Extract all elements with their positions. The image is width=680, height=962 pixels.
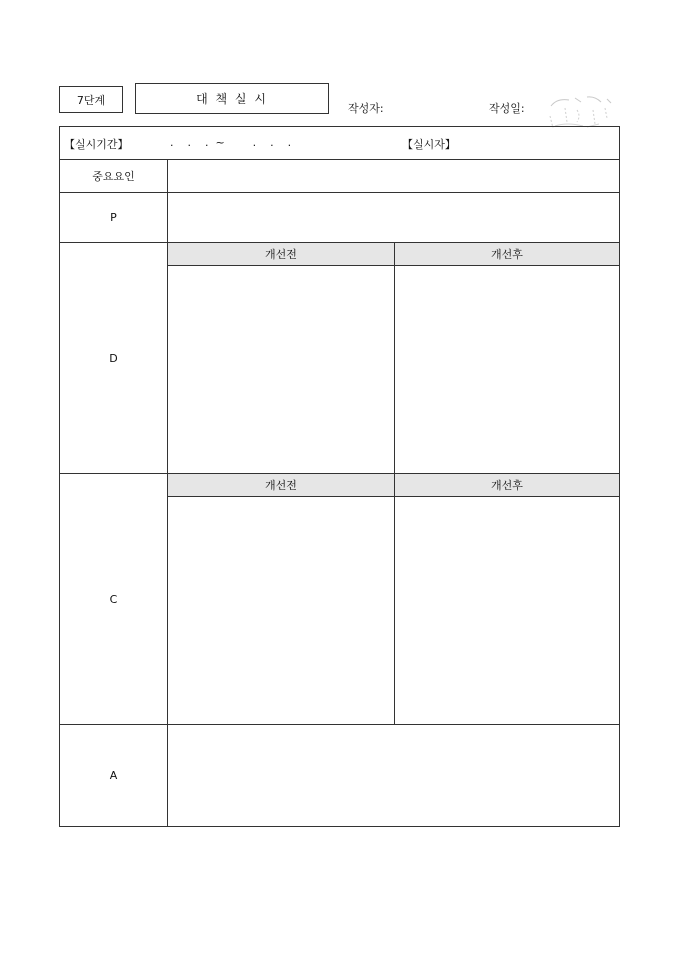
p-row [60,193,619,243]
key-factor-row [60,160,619,193]
d-label-cell [60,243,168,473]
step-badge [59,86,123,113]
c-after-input[interactable] [394,497,619,724]
p-label-cell [60,193,168,242]
d-label: D [109,351,118,365]
c-after-header [394,474,619,497]
d-after-header [394,243,619,266]
a-row [60,725,619,826]
period-dates[interactable]: . . . ~ . . . [170,136,292,149]
author-label: 작성자: [348,102,384,115]
c-before-header [168,474,394,497]
d-after-input[interactable] [394,266,619,473]
d-before-label: 개선전 [265,248,297,261]
d-after-label: 개선후 [491,248,523,261]
c-before-input[interactable] [168,497,394,724]
c-row [60,474,619,725]
step-label: 7단계 [76,93,106,107]
d-before-header [168,243,394,266]
c-before-label: 개선전 [265,479,297,492]
p-label: P [110,211,117,224]
d-row [60,243,619,474]
key-factor-label-cell [60,160,168,192]
a-label-cell [60,725,168,826]
plan-form [59,126,620,827]
date-label: 작성일: [489,102,525,115]
c-after-label: 개선후 [491,479,523,492]
c-label: C [109,592,118,606]
faded-stamp-graphic [547,94,613,130]
c-label-cell [60,474,168,724]
period-label: 【실시기간】 [64,138,129,151]
a-input[interactable] [168,725,619,826]
date-stamp [547,94,613,130]
key-factor-input[interactable] [168,160,619,192]
page-title [135,83,329,114]
a-label: A [109,769,118,782]
d-before-input[interactable] [168,266,394,473]
key-factor-label: 중요요인 [92,170,135,183]
period-row [60,127,619,160]
implementer-label: 【실시자】 [402,138,456,151]
page-title-text: 대 책 실 시 [196,92,268,106]
p-input[interactable] [168,193,619,242]
